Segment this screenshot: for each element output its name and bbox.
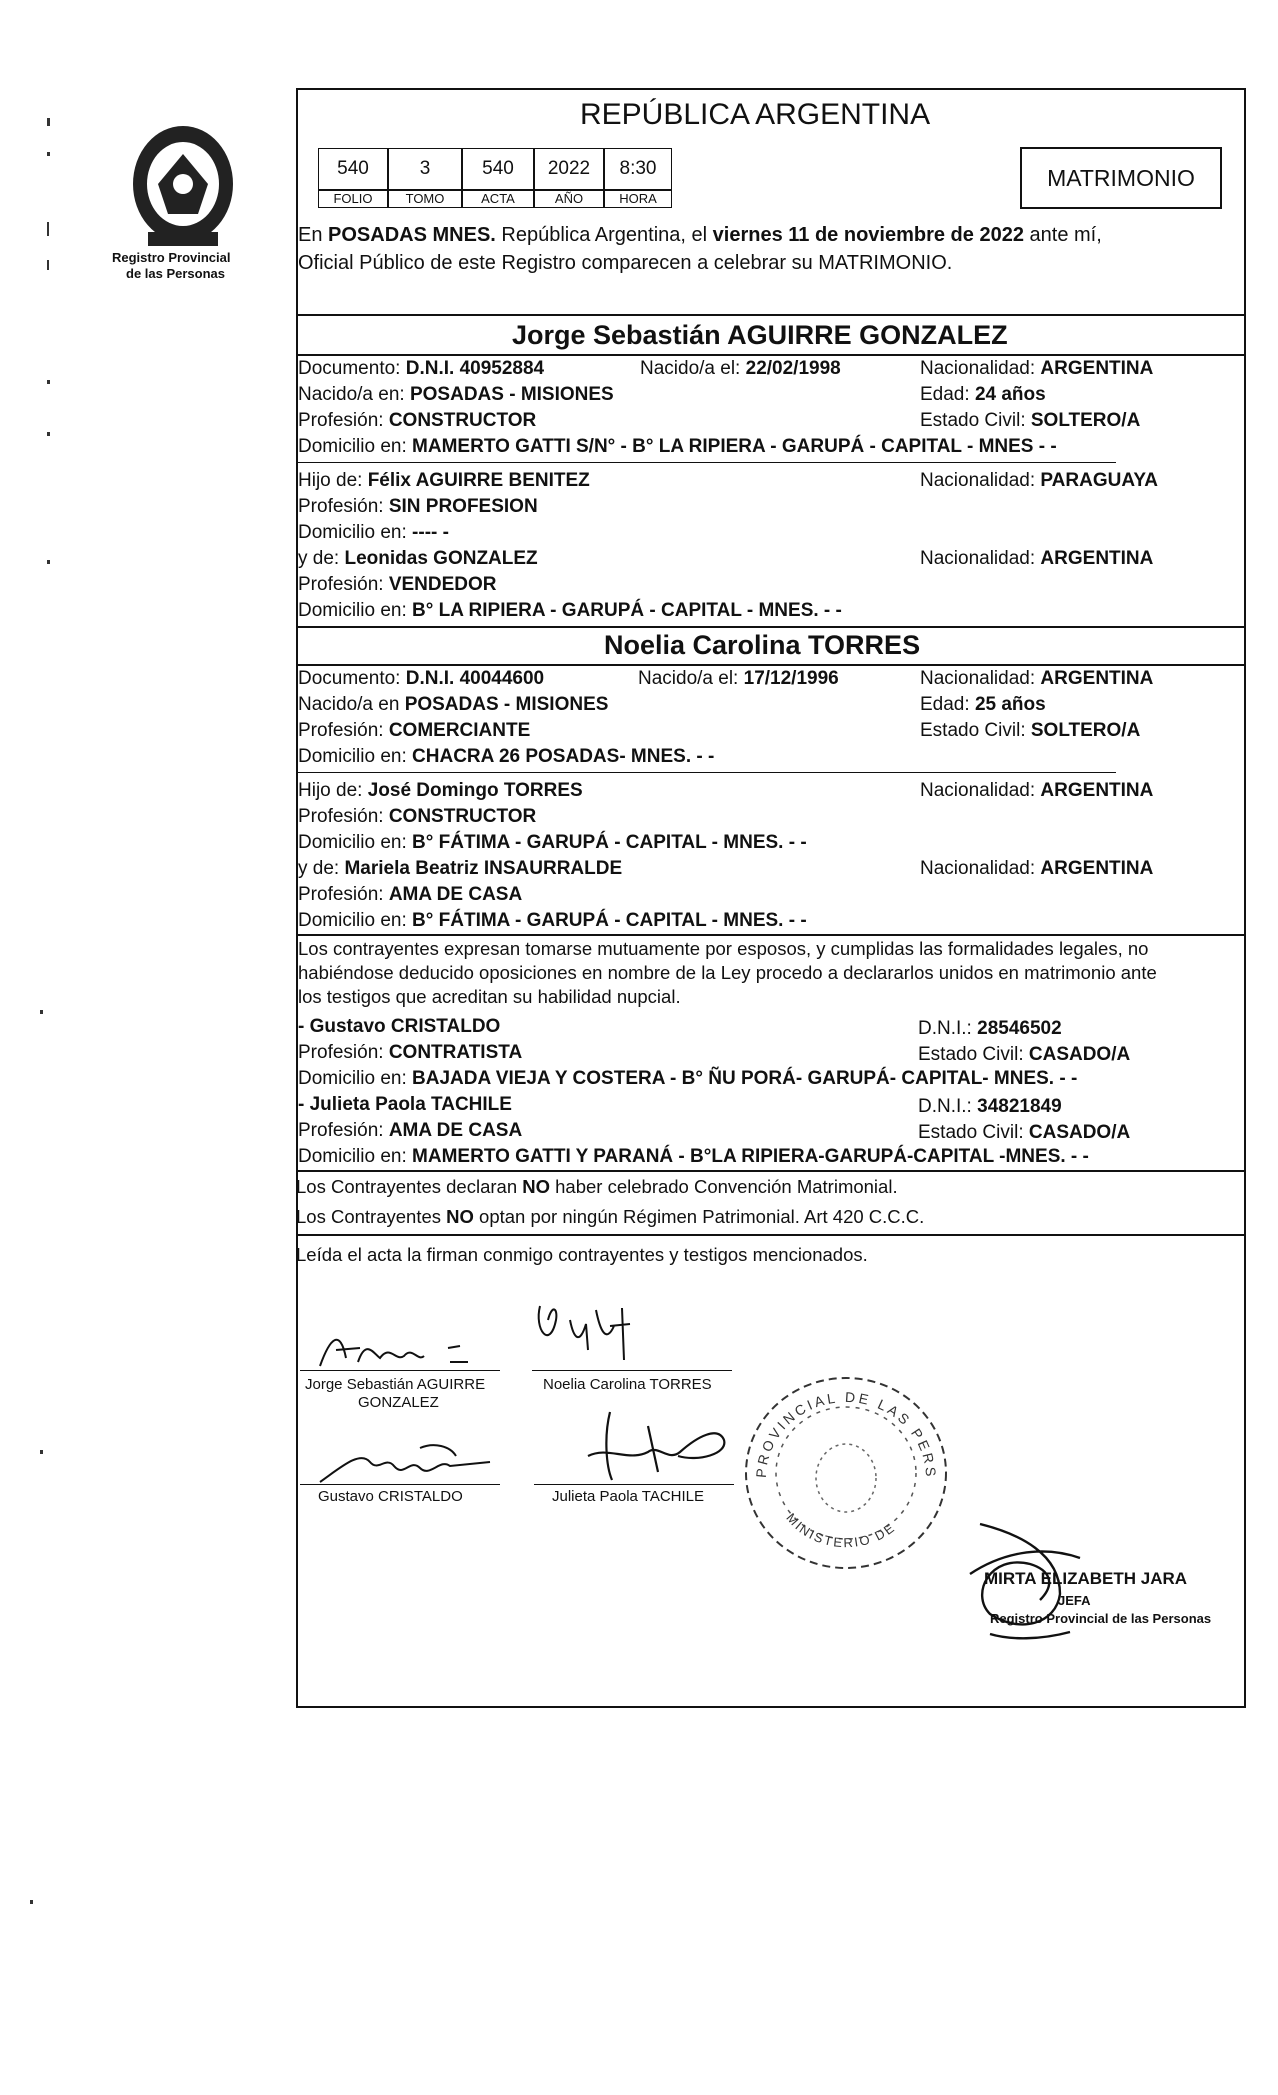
sig1-name-line1: Jorge Sebastián AGUIRRE — [305, 1376, 486, 1393]
c2-madre-profesion: Profesión: AMA DE CASA — [298, 884, 523, 905]
testigo1-name: - Gustavo CRISTALDO — [298, 1016, 501, 1037]
c2-padre: Hijo de: José Domingo TORRES — [298, 780, 583, 801]
testigo2-estado-civil: Estado Civil: CASADO/A — [918, 1122, 1131, 1143]
c1-nacionalidad: Nacionalidad: ARGENTINA — [920, 358, 1154, 379]
margin-mark — [47, 260, 49, 270]
convencion-line2: Los Contrayentes NO optan por ningún Régimen Patrimonial. Art 420 C.C.C. — [296, 1206, 925, 1227]
testigo2-name: - Julieta Paola TACHILE — [298, 1094, 512, 1115]
convencion-line1: Los Contrayentes declaran NO haber celebrado Convención Matrimonial. — [296, 1176, 898, 1197]
c1-edad: Edad: 24 años — [920, 384, 1046, 405]
testigo1-profesion: Profesión: CONTRATISTA — [298, 1042, 523, 1063]
c2-madre-nacionalidad: Nacionalidad: ARGENTINA — [920, 858, 1154, 879]
acta-value: 540 — [462, 148, 534, 190]
signature-gustavo-cristaldo — [300, 1438, 510, 1488]
logo-caption-line1: Registro Provincial — [112, 250, 231, 265]
divider — [296, 626, 1246, 628]
margin-mark — [40, 1450, 43, 1454]
declaracion-line3: los testigos que acreditan su habilidad nupcial. — [298, 986, 681, 1007]
declaracion-line1: Los contrayentes expresan tomarse mutuamente por esposos, y cumplidas las formalidades legales, no — [298, 938, 1149, 959]
folio-value: 540 — [318, 148, 388, 190]
margin-mark — [47, 222, 49, 236]
margin-mark — [47, 380, 50, 384]
testigo2-domicilio: Domicilio en: MAMERTO GATTI Y PARANÁ - B°LA RIPIERA-GARUPÁ-CAPITAL -MNES. - - — [298, 1146, 1089, 1167]
c1-padre: Hijo de: Félix AGUIRRE BENITEZ — [298, 470, 590, 491]
signature-noelia-torres — [530, 1300, 660, 1374]
c1-padre-profesion: Profesión: SIN PROFESION — [298, 496, 538, 517]
divider — [296, 1234, 1246, 1236]
intro-line1: En POSADAS MNES. República Argentina, el viernes 11 de noviembre de 2022 ante mí, — [298, 224, 1102, 246]
c1-madre-profesion: Profesión: VENDEDOR — [298, 574, 497, 595]
c2-estado-civil: Estado Civil: SOLTERO/A — [920, 720, 1141, 741]
signature-line — [300, 1370, 500, 1371]
c1-padre-domicilio: Domicilio en: ---- - — [298, 522, 449, 543]
contrayente2-name: Noelia Carolina TORRES — [604, 630, 921, 660]
hora-label: HORA — [604, 190, 672, 208]
divider — [296, 1170, 1246, 1172]
folio-label: FOLIO — [318, 190, 388, 208]
testigo2-profesion: Profesión: AMA DE CASA — [298, 1120, 523, 1141]
signature-jorge-aguirre — [300, 1318, 510, 1374]
logo-caption-line2: de las Personas — [126, 266, 225, 281]
divider — [296, 772, 1116, 773]
divider — [296, 462, 1116, 463]
c2-profesion: Profesión: COMERCIANTE — [298, 720, 531, 741]
divider — [296, 354, 1246, 356]
margin-mark — [47, 560, 50, 564]
signature-line — [300, 1484, 500, 1485]
intro-line2: Oficial Público de este Registro comparecen a celebrar su MATRIMONIO. — [298, 252, 953, 274]
sig4-name: Julieta Paola TACHILE — [552, 1488, 705, 1505]
c2-documento: Documento: D.N.I. 40044600 — [298, 668, 545, 689]
anio-label: AÑO — [534, 190, 604, 208]
c1-madre-nacionalidad: Nacionalidad: ARGENTINA — [920, 548, 1154, 569]
c2-padre-nacionalidad: Nacionalidad: ARGENTINA — [920, 780, 1154, 801]
c2-nacido: Nacido/a el: 17/12/1996 — [638, 668, 839, 689]
c2-nacionalidad: Nacionalidad: ARGENTINA — [920, 668, 1154, 689]
c1-madre: y de: Leonidas GONZALEZ — [298, 548, 538, 569]
c2-padre-profesion: Profesión: CONSTRUCTOR — [298, 806, 537, 827]
c1-lugar: Nacido/a en: POSADAS - MISIONES — [298, 384, 614, 405]
testigo1-estado-civil: Estado Civil: CASADO/A — [918, 1044, 1131, 1065]
province-seal-logo — [118, 114, 248, 254]
c2-padre-domicilio: Domicilio en: B° FÁTIMA - GARUPÁ - CAPITAL - MNES. - - — [298, 832, 807, 853]
c1-profesion: Profesión: CONSTRUCTOR — [298, 410, 537, 431]
c1-documento: Documento: D.N.I. 40952884 — [298, 358, 545, 379]
tomo-label: TOMO — [388, 190, 462, 208]
testigo1-dni: D.N.I.: 28546502 — [918, 1018, 1062, 1039]
margin-mark — [40, 1010, 43, 1014]
signature-line — [534, 1484, 734, 1485]
declaracion-line2: habiéndose deducido oposiciones en nombre de la Ley procedo a declararlos unidos en matrimonio ante — [298, 962, 1157, 983]
margin-mark — [47, 432, 50, 436]
signature-line — [532, 1370, 732, 1371]
testigo1-domicilio: Domicilio en: BAJADA VIEJA Y COSTERA - B° ÑU PORÁ- GARUPÁ- CAPITAL- MNES. - - — [298, 1068, 1078, 1089]
c2-lugar: Nacido/a en POSADAS - MISIONES — [298, 694, 609, 715]
c1-domicilio: Domicilio en: MAMERTO GATTI S/N° - B° LA RIPIERA - GARUPÁ - CAPITAL - MNES - - — [298, 436, 1057, 457]
tomo-value: 3 — [388, 148, 462, 190]
divider — [296, 934, 1246, 936]
c1-estado-civil: Estado Civil: SOLTERO/A — [920, 410, 1141, 431]
sig1-name-line2: GONZALEZ — [358, 1394, 439, 1411]
c1-padre-nacionalidad: Nacionalidad: PARAGUAYA — [920, 470, 1158, 491]
oficial-name: MIRTA ELIZABETH JARA — [984, 1569, 1188, 1588]
contrayente1-name: Jorge Sebastián AGUIRRE GONZALEZ — [512, 320, 1008, 350]
sig2-name: Noelia Carolina TORRES — [543, 1376, 712, 1393]
testigo2-dni: D.N.I.: 34821849 — [918, 1096, 1062, 1117]
margin-mark — [30, 1900, 33, 1904]
svg-text:MINISTERIO DE: MINISTERIO DE — [783, 1510, 899, 1551]
svg-text:PROVINCIAL DE LAS PERSONAS: PROVINCIAL DE LAS PERS — [752, 1388, 940, 1480]
divider — [296, 314, 1246, 316]
hora-value: 8:30 — [604, 148, 672, 190]
c1-nacido: Nacido/a el: 22/02/1998 — [640, 358, 841, 379]
sig3-name: Gustavo CRISTALDO — [318, 1488, 463, 1505]
official-stamp — [736, 1368, 956, 1578]
act-type-box: MATRIMONIO — [1020, 147, 1222, 209]
divider — [296, 664, 1246, 666]
c2-madre-domicilio: Domicilio en: B° FÁTIMA - GARUPÁ - CAPITAL - MNES. - - — [298, 910, 807, 931]
c2-edad: Edad: 25 años — [920, 694, 1046, 715]
oficial-org: Registro Provincial de las Personas — [990, 1611, 1212, 1626]
acta-label: ACTA — [462, 190, 534, 208]
anio-value: 2022 — [534, 148, 604, 190]
margin-mark — [47, 152, 50, 156]
c2-madre: y de: Mariela Beatriz INSAURRALDE — [298, 858, 623, 879]
document-title: REPÚBLICA ARGENTINA — [580, 98, 931, 131]
margin-mark — [47, 118, 50, 126]
c1-madre-domicilio: Domicilio en: B° LA RIPIERA - GARUPÁ - CAPITAL - MNES. - - — [298, 600, 842, 621]
signature-julieta-tachile — [548, 1406, 738, 1486]
cierre-text: Leída el acta la firman conmigo contrayentes y testigos mencionados. — [296, 1244, 868, 1265]
oficial-role: JEFA — [1058, 1593, 1091, 1608]
c2-domicilio: Domicilio en: CHACRA 26 POSADAS- MNES. - - — [298, 746, 715, 767]
